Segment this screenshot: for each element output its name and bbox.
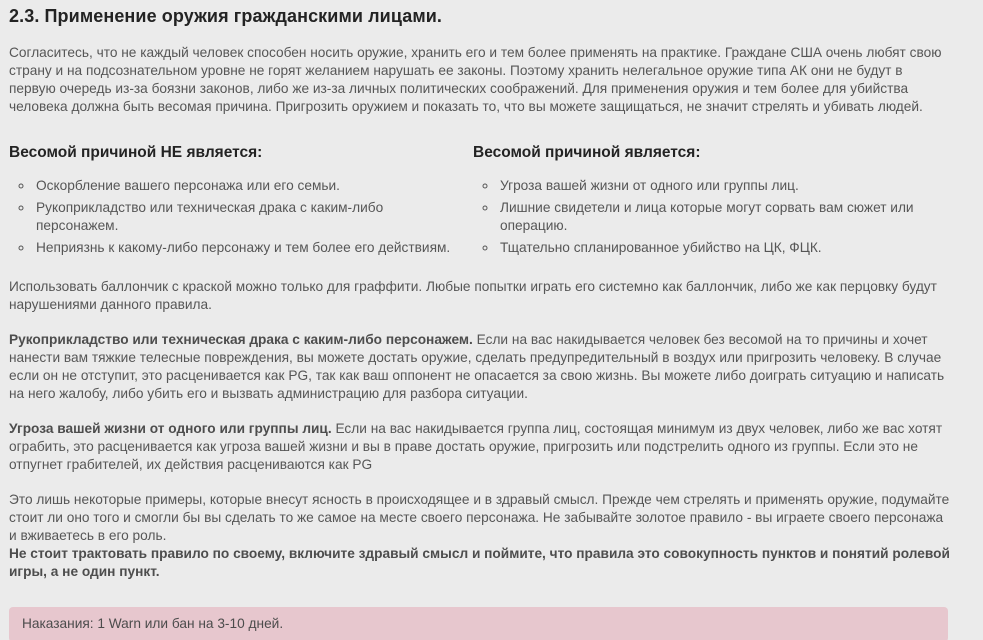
page-title: 2.3. Применение оружия гражданскими лицами. — [9, 6, 443, 26]
spray-can-paragraph: Использовать баллончик с краской можно только для граффити. Любые попытки играть его системно как баллончик, либо же как перцовку будут нарушениями данного правила. — [9, 279, 937, 312]
list-item: ◦ Рукоприкладство или техническая драка с каким-либо персонажем. — [34, 199, 461, 235]
reasons-not-valid-column — [9, 144, 461, 261]
intro-paragraph: Согласитесь, что не каждый человек способен носить оружие, хранить его и тем более применять на практике. Граждане США очень любят свою страну и на подсознательном уровне не горят желанием нарушать ее законы. Поэтому хранить нелегальное оружие типа АК они не будут в первую очередь из-за боязни законов, либо же из-за личных политических соображений. Для применения оружия и тем более для убийства человека должна быть весомая причина. Пригрозить оружием и показать то, что вы можете защищаться, не значит стрелять и убивать людей. — [9, 45, 942, 114]
list-item: ◦ Тщательно спланированное убийство на ЦК, ФЦК. — [498, 239, 950, 257]
penalty-highlight-box — [9, 607, 948, 640]
life-threat-lead: Угроза вашей жизни от одного или группы лиц. — [9, 421, 332, 436]
list-item: ◦ Неприязнь к какому-либо персонажу и тем более его действиям. — [34, 239, 461, 257]
reasons-columns — [9, 144, 950, 261]
penalty-text: Наказания: 1 Warn или бан на 3-10 дней. — [22, 616, 284, 631]
fist-fight-lead: Рукоприкладство или техническая драка с каким-либо персонажем. — [9, 332, 473, 347]
life-threat-body: Если на вас накидывается группа лиц, состоящая минимум из двух человек, либо же вас хотят ограбить, это расценивается как угроза вашей жизни и вы в праве достать оружие, пригрозить или подстрелить одного из группы. Если это не отпугнет грабителей, их действия расцениваются как PG — [9, 421, 943, 472]
examples-paragraph — [9, 491, 950, 581]
list-item: ◦ Оскорбление вашего персонажа или его семьи. — [34, 177, 461, 195]
list-item: ◦ Угроза вашей жизни от одного или группы лиц. — [498, 177, 950, 195]
examples-text: Это лишь некоторые примеры, которые внесут ясность в происходящее и в здравый смысл. Прежде чем стрелять и применять оружие, подумайте стоит ли оно того и смогли бы вы сделать то же самое на месте своего персонажа. Не забывайте золотое правило - вы играете своего персонажа и вживаетесь в его роль. — [9, 492, 950, 543]
list-item: ◦ Лишние свидетели и лица которые могут сорвать вам сюжет или операцию. — [498, 199, 950, 235]
fist-fight-paragraph — [9, 331, 950, 403]
valid-list — [473, 177, 950, 257]
interpretation-warning: Не стоит трактовать правило по своему, включите здравый смысл и поймите, что правила это совокупность пунктов и понятий ролевой игры, а не один пункт. — [9, 546, 950, 579]
not-valid-list — [9, 177, 461, 257]
reasons-valid-column — [473, 144, 950, 261]
fist-fight-body: Если на вас накидывается человек без весомой на то причины и хочет нанести вам тяжкие телесные повреждения, вы можете достать оружие, сделать предупредительный в воздух или пригрозить человеку. В случае если он не отступит, это расценивается как PG, так как ваш оппонент не опасается за свою жизнь. Вы можете либо доиграть ситуацию и написать на него жалобу, либо убить его и вызвать администрацию для разбора ситуации. — [9, 332, 945, 401]
not-valid-heading: Весомой причиной НЕ является: — [9, 144, 263, 161]
life-threat-paragraph — [9, 420, 950, 474]
valid-heading: Весомой причиной является: — [473, 144, 701, 161]
